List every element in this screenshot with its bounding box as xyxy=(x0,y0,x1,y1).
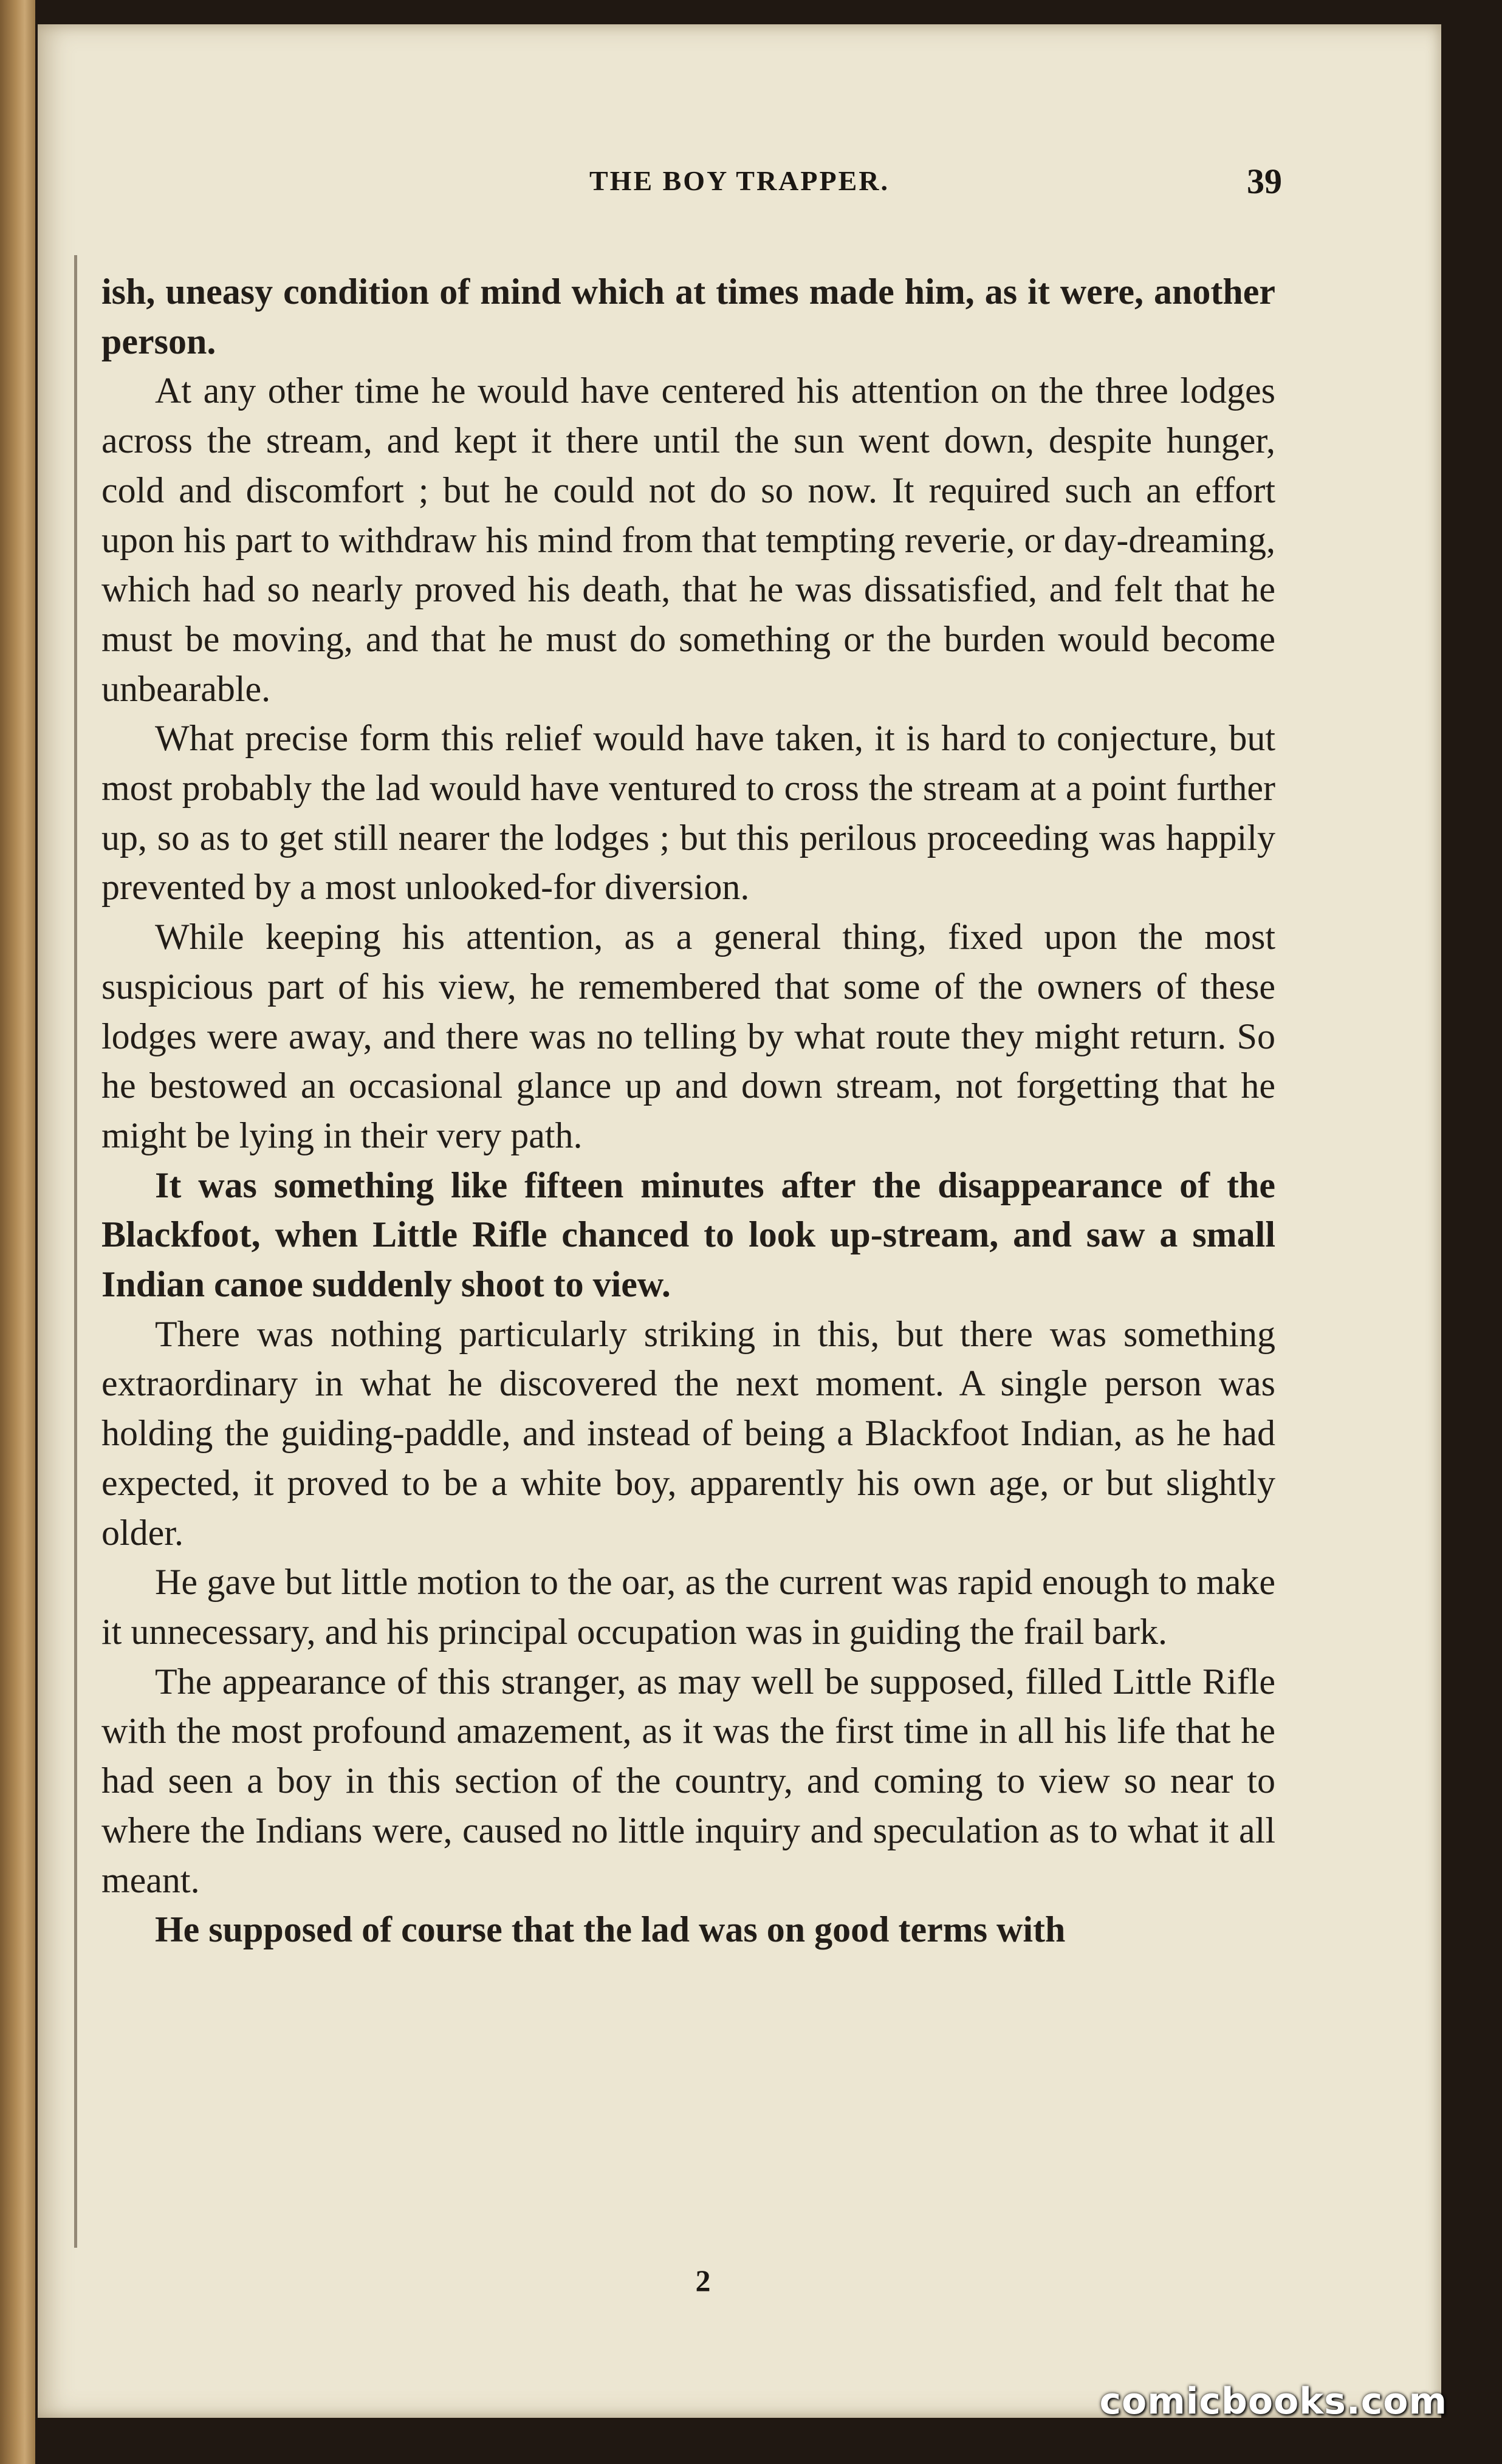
paragraph: It was something like fifteen minutes after the disappearance of the Blackfoot, when Little Rifle chanced to look up-stream, and saw a small Indian canoe suddenly shoot to view. xyxy=(101,1165,1275,1305)
page-sheet xyxy=(38,24,1441,2418)
body-text xyxy=(101,267,1275,1955)
paragraph: There was nothing particularly striking in this, but there was something extraordinary in what he discovered the next moment. A single person was holding the guiding-paddle, and instead of being a Blackfoot Indian, as he had expected, it proved to be a white boy, apparently his own age, or but slightly older. xyxy=(101,1313,1275,1553)
paragraph: What precise form this relief would have taken, it is hard to conjecture, but most probably the lad would have ventured to cross the stream at a point further up, so as to get still nearer the lodges ; but this perilous proceeding was happily prevented by a most unlooked-for diversion. xyxy=(101,718,1275,908)
page-number: 39 xyxy=(1247,162,1282,201)
gutter-edge xyxy=(74,255,77,2248)
book-spine xyxy=(0,0,35,2464)
paragraph: ish, uneasy condition of mind which at times made him, as it were, another person. xyxy=(101,272,1275,361)
paragraph: He gave but little motion to the oar, as the current was rapid enough to make it unnecessary, and his principal occupation was in guiding the frail bark. xyxy=(101,1562,1275,1652)
paragraph: He supposed of course that the lad was on good terms with xyxy=(155,1909,1066,1950)
paragraph: While keeping his attention, as a general thing, fixed upon the most suspicious part of his view, he remembered that some of the owners of these lodges were away, and there was no telling by what route they might return. So he bestowed an occasional glance up and down stream, not forgetting that he might be lying in their very path. xyxy=(101,917,1275,1155)
running-head xyxy=(38,161,1441,204)
signature-mark: 2 xyxy=(695,2264,711,2298)
paragraph: The appearance of this stranger, as may well be supposed, filled Little Rifle with the most profound amazement, as it was the first time in all his life that he had seen a boy in this section of the country, and coming to view so near to where the Indians were, caused no little inquiry and speculation as to what it all meant. xyxy=(101,1661,1275,1900)
paragraph: At any other time he would have centered his attention on the three lodges across the stream, and kept it there until the sun went down, despite hunger, cold and discomfort ; but he could not do so now. It required such an effort upon his part to withdraw his mind from that tempting reverie, or day-dreaming, which had so nearly proved his death, that he was dissatisfied, and felt that he must be moving, and that he must do something or the burden would become unbearable. xyxy=(101,371,1275,709)
watermark: comicbooks.com xyxy=(1099,2380,1447,2423)
running-title: THE BOY TRAPPER. xyxy=(589,165,890,196)
